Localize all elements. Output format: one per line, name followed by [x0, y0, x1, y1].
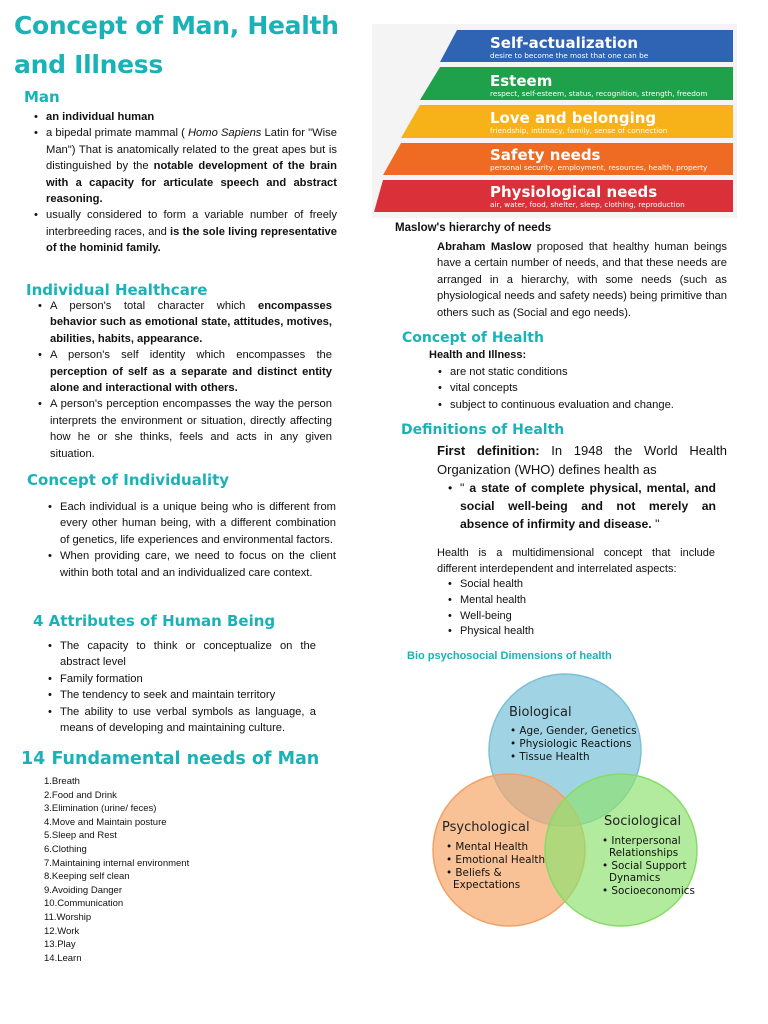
level-title: Physiological needs [490, 183, 658, 201]
health-concept-item: • vital concepts [436, 380, 716, 396]
man-bullet-2: • a bipedal primate mammal ( Homo Sapiens Latin for "Wise Man") That is anatomically related to the great apes but is distinguished by the notable development of the brain with a capacity for articulate speech and abstract reasoning. [32, 125, 337, 207]
need-item: 5.Sleep and Rest [44, 830, 117, 842]
individuality-bullet-1: • Each individual is a unique being who is different from every other human being, with a different combination of genetics, life experiences and environmental factors. [46, 499, 336, 548]
psychological-item: • Emotional Health [446, 854, 546, 866]
level-title: Self-actualization [490, 34, 639, 52]
first-definition: First definition: In 1948 the World Health Organization (WHO) defines health as [437, 443, 727, 477]
level-title: Esteem [490, 72, 553, 90]
individuality-bullet-2: • When providing care, we need to focus on the client within both total and an individualized care context. [46, 548, 336, 581]
health-concept-item: • are not static conditions [436, 364, 716, 380]
individuality-heading: Concept of Individuality [27, 471, 230, 489]
psychological-item: • Mental Health [446, 841, 529, 853]
need-item: 7.Maintaining internal environment [44, 857, 190, 869]
need-item: 4.Move and Maintain posture [44, 816, 167, 828]
healthcare-bullet-3: • A person's perception encompasses the way the person interprets the environment or situation, directly affecting how he or she thinks, feels and acts in any given situation. [36, 396, 332, 462]
healthcare-bullet-1: • A person's total character which encompasses behavior such as emotional state, attitudes, motives, abilities, habits, appearance. [36, 298, 332, 347]
level-sub: respect, self-esteem, status, recognition, strength, freedom [490, 89, 708, 98]
health-illness-subheading: Health and Illness: [429, 349, 527, 361]
man-bullet-1: • an individual human [32, 109, 337, 125]
sociological-item: • Social Support [602, 860, 687, 872]
aspect-item: • Physical health [446, 624, 646, 640]
sociological-item: Dynamics [609, 872, 661, 884]
bps-heading: Bio psychosocial Dimensions of health [407, 650, 612, 662]
maslow-heading: Maslow's hierarchy of needs [395, 222, 552, 234]
sociological-item: • Interpersonal [602, 835, 681, 847]
multidimensional-text: Health is a multidimensional concept that include different interdependent and interrelated aspects: [437, 547, 715, 575]
definitions-heading: Definitions of Health [401, 422, 565, 438]
who-quote: • " a state of complete physical, mental, and social well-being and not merely an absence of infirmity and disease. " [446, 479, 716, 533]
level-title: Safety needs [490, 146, 601, 164]
biological-title: Biological [509, 705, 572, 720]
health-concept-list [436, 364, 716, 413]
sociological-item: Relationships [609, 847, 679, 859]
aspect-item: • Social health [446, 577, 646, 593]
level-sub: desire to become the most that one can be [490, 51, 649, 60]
needs-list [44, 775, 189, 965]
aspect-item: • Well-being [446, 609, 646, 625]
need-item: 14.Learn [44, 952, 82, 964]
man-heading: Man [24, 88, 60, 106]
attribute-item: • The capacity to think or conceptualize on the abstract level [46, 638, 316, 671]
health-concept-item: • subject to continuous evaluation and change. [436, 397, 716, 413]
individuality-list [46, 499, 336, 581]
bps-venn-diagram [410, 668, 730, 934]
need-item: 6.Clothing [44, 843, 87, 855]
need-item: 1.Breath [44, 776, 80, 787]
psychological-title: Psychological [442, 820, 530, 835]
need-item: 13.Play [44, 939, 76, 951]
need-item: 10.Communication [44, 898, 124, 910]
level-sub: personal security, employment, resources, health, property [490, 163, 708, 172]
needs-heading: 14 Fundamental needs of Man [21, 749, 320, 769]
level-sub: air, water, food, shelter, sleep, clothing, reproduction [490, 200, 685, 209]
sociological-item: • Socioeconomics [602, 885, 695, 897]
aspect-item: • Mental health [446, 593, 646, 609]
level-sub: friendship, intimacy, family, sense of connection [490, 126, 668, 135]
aspects-list [446, 577, 646, 640]
man-bullet-3: • usually considered to form a variable number of freely interbreeding races, and is the sole living representative of the hominid family. [32, 207, 337, 256]
biological-item: • Physiologic Reactions [510, 738, 632, 750]
need-item: 12.Work [44, 925, 80, 937]
maslow-pyramid [372, 24, 737, 218]
healthcare-heading: Individual Healthcare [26, 281, 208, 299]
level-title: Love and belonging [490, 109, 657, 127]
man-list [32, 109, 337, 257]
attributes-list [46, 638, 316, 736]
biological-item: • Age, Gender, Genetics [510, 725, 637, 737]
who-quote-list [446, 479, 716, 533]
psychological-item: Expectations [453, 879, 521, 891]
need-item: 2.Food and Drink [44, 789, 117, 801]
attributes-heading: 4 Attributes of Human Being [33, 612, 276, 630]
need-item: 8.Keeping self clean [44, 871, 130, 883]
attribute-item: • Family formation [46, 671, 316, 687]
need-item: 9.Avoiding Danger [44, 884, 122, 896]
need-item: 3.Elimination (urine/ feces) [44, 803, 157, 815]
psychological-item: • Beliefs & [446, 867, 502, 879]
need-item: 11.Worship [44, 911, 92, 923]
attribute-item: • The ability to use verbal symbols as language, a means of developing and maintaining culture. [46, 704, 316, 737]
biological-item: • Tissue Health [510, 751, 590, 763]
maslow-text: Abraham Maslow proposed that healthy human beings have a certain number of needs, and that these needs are arranged in a hierarchy, with some needs (such as physiological needs and safety needs) being primitive than others such as (Social and ego needs). [437, 241, 727, 319]
health-concept-heading: Concept of Health [402, 330, 544, 346]
sociological-title: Sociological [604, 814, 682, 829]
healthcare-list [36, 298, 332, 462]
attribute-item: • The tendency to seek and maintain territory [46, 687, 316, 703]
page-title: Concept of Man, Health and Illness [14, 11, 339, 79]
healthcare-bullet-2: • A person's self identity which encompasses the perception of self as a separate and distinct entity alone and interactional with others. [36, 347, 332, 396]
